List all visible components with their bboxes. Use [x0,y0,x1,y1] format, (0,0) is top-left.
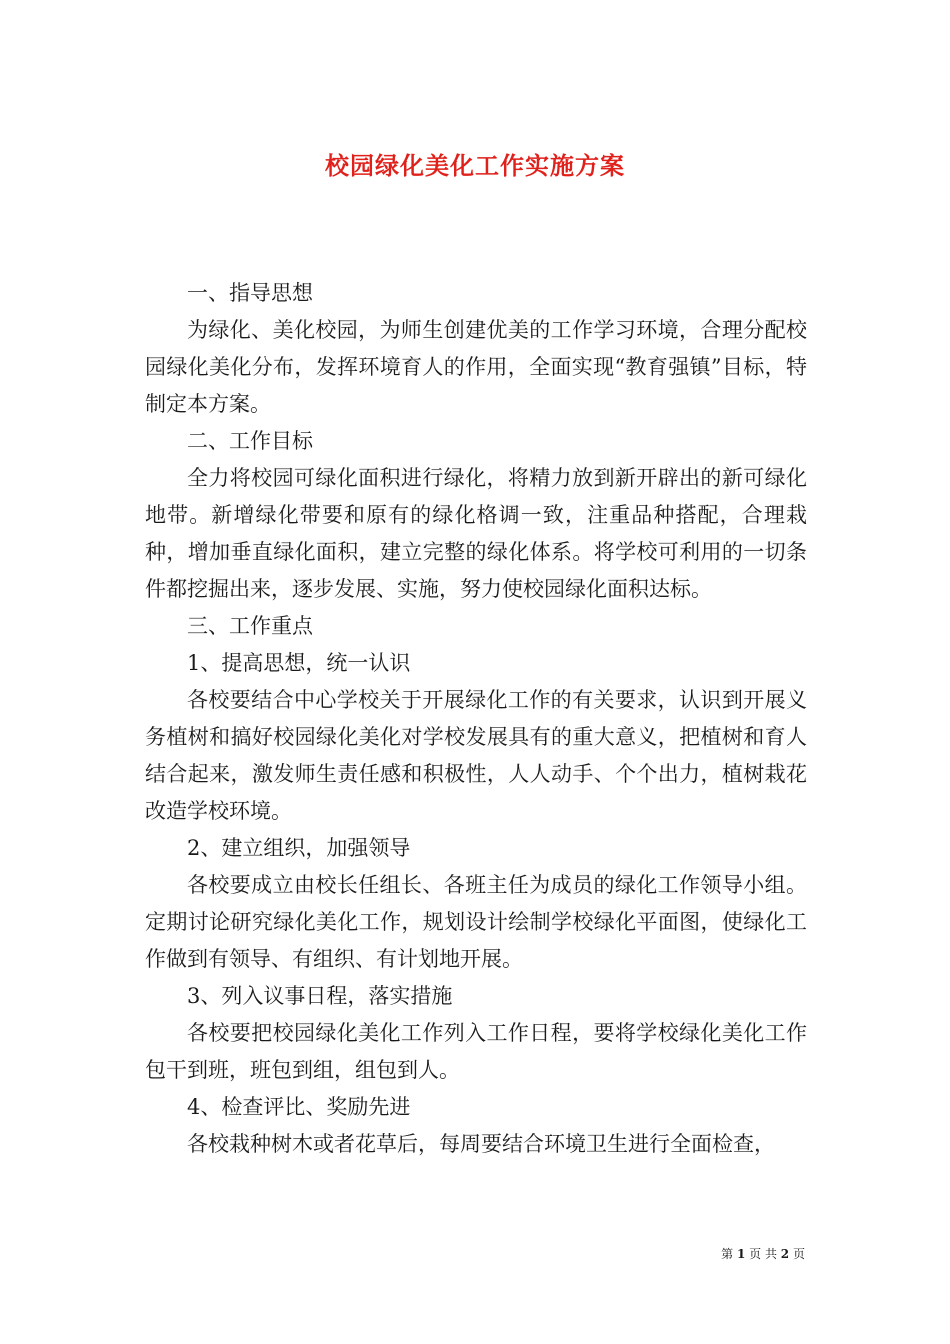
document-body [145,275,807,1163]
current-page-number: 1 [736,1247,746,1261]
paragraph: 各校要结合中心学校关于开展绿化工作的有关要求，认识到开展义务植树和搞好校园绿化美化对学校发展具有的重大意义，把植树和育人结合起来，激发师生责任感和积极性，人人动手、个个出力，植树栽花改造学校环境。 [145,688,807,823]
paragraph: 各校要把校园绿化美化工作列入工作日程，要将学校绿化美化工作包干到班，班包到组，组包到人。 [145,1021,807,1082]
footer-middle: 页 共 [749,1247,777,1261]
page-number-footer [721,1246,805,1262]
subheading: 2、建立组织，加强领导 [187,836,411,860]
subheading: 3、列入议事日程，落实措施 [187,984,453,1008]
paragraph: 各校要成立由校长任组长、各班主任为成员的绿化工作领导小组。定期讨论研究绿化美化工作，规划设计绘制学校绿化平面图，使绿化工作做到有领导、有组织、有计划地开展。 [145,873,807,971]
total-page-number: 2 [780,1247,790,1261]
footer-suffix: 页 [792,1247,805,1261]
page-title: 校园绿化美化工作实施方案 [325,151,625,181]
paragraph: 全力将校园可绿化面积进行绿化，将精力放到新开辟出的新可绿化地带。新增绿化带要和原有的绿化格调一致，注重品种搭配，合理栽种，增加垂直绿化面积，建立完整的绿化体系。将学校可利用的一切条件都挖掘出来，逐步发展、实施，努力使校园绿化面积达标。 [145,466,807,601]
heading-work-goals: 二、工作目标 [187,429,313,453]
paragraph: 为绿化、美化校园，为师生创建优美的工作学习环境，合理分配校园绿化美化分布，发挥环境育人的作用，全面实现“教育强镇”目标，特制定本方案。 [145,318,807,416]
paragraph: 各校栽种树木或者花草后，每周要结合环境卫生进行全面检查， [187,1132,775,1156]
subheading: 1、提高思想，统一认识 [187,651,411,675]
heading-work-focus: 三、工作重点 [187,614,313,638]
heading-guiding-ideology: 一、指导思想 [187,281,313,305]
footer-prefix: 第 [721,1247,734,1261]
subheading: 4、检查评比、奖励先进 [187,1095,411,1119]
